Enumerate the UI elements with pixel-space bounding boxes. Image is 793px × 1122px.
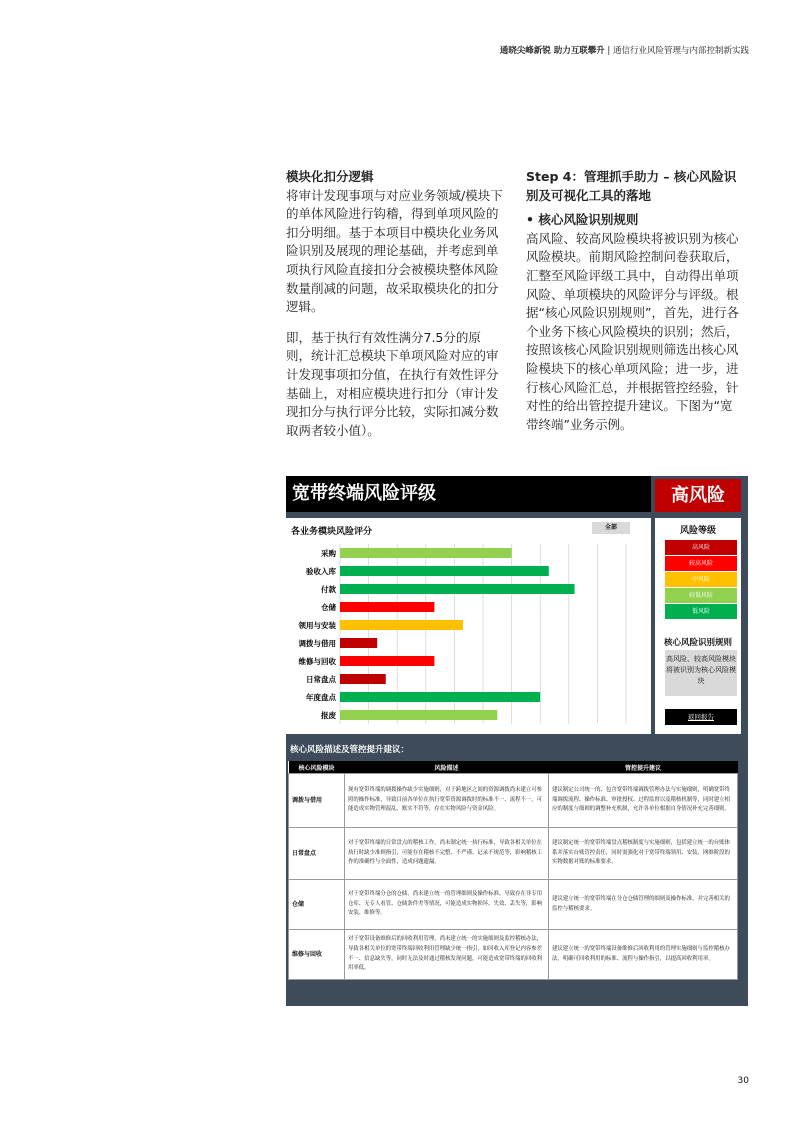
chart-title: 各业务模块风险评分: [291, 527, 373, 537]
bar[interactable]: [340, 674, 386, 684]
rule-title: 核心风险识别规则: [663, 638, 732, 648]
row-desc: 对于宽带设备维修后的回收利用管理，尚未建立统一的实施细则及监控稽核办法，导致各相关单位的宽带终端回收利用管理缺少统一指引，如回收入库登记内容参差不一、信息缺失等，同时无法及时通过稽核发现问题，可能造成宽带终端的回收利用率低。: [345, 930, 549, 980]
bar[interactable]: [340, 602, 434, 612]
page-number: 30: [737, 1076, 749, 1086]
row-module: 维修与回收: [289, 930, 345, 980]
rule-text: 高风险、较高风险模块将被识别为核心风险模块: [665, 650, 737, 696]
right-column: [526, 168, 744, 446]
level-high: 高风险: [665, 540, 737, 555]
category-label: 验收入库: [306, 567, 336, 576]
row-desc: 现有宽带终端的调拨操作缺少实施细则，对于跨地区之间的资源调拨尚未建立可参照的操作标准，导致目前各单位在执行宽带资源调拨时的标准不一、流程不一，可能造成实物管理混乱、账实不符等，存在实物风险与资金风险。: [345, 774, 549, 828]
levels-title: 风险等级: [679, 526, 716, 536]
category-label: 采购: [321, 549, 336, 558]
category-label: 维修与回收: [298, 657, 336, 666]
bar[interactable]: [340, 584, 575, 594]
row-advice: 建议制定统一的宽带终端盘点稽核制度与实施细则，包括建立统一的台账体系并落实台账管控责任，同时需强化对于宽带终端领用、安装、网维阶段的实物数据对账的标准要求。: [549, 828, 738, 880]
category-label: 付款: [321, 585, 336, 594]
header-advice: 管控提升建议: [549, 761, 738, 774]
category-label: 领用与安装: [298, 621, 336, 630]
core-risk-table: [288, 761, 738, 980]
category-label: 仓储: [321, 603, 336, 612]
header-separator: |: [607, 46, 611, 56]
header-module: 核心风险模块: [289, 761, 345, 774]
table-header-row: [289, 761, 738, 774]
table-row: [289, 774, 738, 828]
level-medium-low: 较低风险: [665, 588, 737, 603]
chart-filter-tag[interactable]: 全部: [592, 522, 630, 534]
back-to-report-button[interactable]: 返回报告: [665, 709, 737, 725]
level-medium: 中风险: [665, 572, 737, 587]
header-title-rest: 通信行业风险管理与内部控制新实践: [612, 46, 749, 56]
overall-rating-badge: 高风险: [655, 479, 741, 512]
bar[interactable]: [340, 620, 463, 630]
bar[interactable]: [340, 638, 377, 648]
row-module: 仓储: [289, 880, 345, 930]
category-label: 日常盘点: [306, 675, 336, 684]
table-row: [289, 828, 738, 880]
left-paragraph-2: 即，基于执行有效性满分7.5分的原则，统计汇总模块下单项风险对应的审计发现事项扣分值，在执行有效性评分基础上，对相应模块进行扣分（审计发现扣分与执行评分比较，实际扣减分数取两者较小值）。: [286, 329, 499, 438]
bar-chart-svg: [286, 518, 651, 734]
risk-dashboard: [286, 476, 748, 1006]
running-header: [500, 44, 749, 56]
left-paragraph-1: 将审计发现事项与对应业务领域/模块下的单体风险进行钩稽，得到单项风险的扣分明细。基于本项目中模块化业务风险识别及展现的理论基础，并考虑到单项执行风险直接扣分会被模块整体风险数量削减的问题，故采取模块化的扣分逻辑。: [286, 187, 503, 315]
row-desc: 对于宽带终端分仓的仓储，尚未建立统一的管理细则及操作标准，导致存在非专用仓库、无专人看管、仓储条件差等情况，可能造成实物损坏、失效、丢失等，影响安装、维修等。: [345, 880, 549, 930]
level-low: 低风险: [665, 604, 737, 619]
category-label: 年度盘点: [306, 693, 336, 702]
bar[interactable]: [340, 692, 540, 702]
table-row: [289, 930, 738, 980]
row-advice: 建议建立统一的宽带终端在分仓仓储管理的细则及操作标准，并完善相关的监控与稽核要求。: [549, 880, 738, 930]
module-score-chart: [286, 518, 651, 734]
header-desc: 风险描述: [345, 761, 549, 774]
row-desc: 对于宽带终端的日常盘点的稽核工作，尚未制定统一执行标准，导致各相关单位在执行时缺少准则指引，可能存在稽核不完整、不严谨、记录不规范等，影响稽核工作的准确性与全面性，造成问题遗漏。: [345, 828, 549, 880]
bar[interactable]: [340, 566, 549, 576]
dashboard-title: 宽带终端风险评级: [286, 476, 651, 512]
row-module: 日常盘点: [289, 828, 345, 880]
category-label: 报废: [321, 711, 336, 720]
bar[interactable]: [340, 548, 512, 558]
category-label: 调拨与借用: [298, 639, 336, 648]
risk-legend-panel: [655, 518, 741, 734]
right-paragraph: 高风险、较高风险模块将被识别为核心风险模块。前期风险控制问卷获取后，汇整至风险评级工具中，自动得出单项风险、单项模块的风险评分与评级。根据“核心风险识别规则”，首先，进行各个业务下核心风险模块的识别；然后，按照该核心风险识别规则筛选出核心风险模块下的核心单项风险；进一步，进行核心风险汇总，并根据管控经验，针对性的给出管控提升建议。下图为“宽带终端”业务示例。: [526, 230, 739, 432]
row-module: 调拨与借用: [289, 774, 345, 828]
level-medium-high: 较高风险: [665, 556, 737, 571]
right-bullet: • 核心风险识别规则: [526, 212, 639, 228]
bar[interactable]: [340, 710, 497, 720]
right-heading: Step 4：管理抓手助力 – 核心风险识别及可视化工具的落地: [526, 169, 737, 203]
bar[interactable]: [340, 656, 434, 666]
left-heading: 模块化扣分逻辑: [286, 169, 374, 184]
row-advice: 建议制定公司统一的、包含宽带终端调拨管理办法与实施细则，明确宽带终端调拨流程、操作标准、审批授权、过程监督以及稽核机制等，同时建立相应的制度与细则的调整补充机制，允许各单位根据自身情况补充完善细则。: [549, 774, 738, 828]
section-title: 核心风险描述及管控提升建议：: [290, 745, 410, 755]
table-row: [289, 880, 738, 930]
row-advice: 建议建立统一的宽带终端设备维修后回收利用的管理实施细则与监控稽核办法，明确可回收利用的标准、流程与操作指引，以提高回收利用率。: [549, 930, 738, 980]
left-column: [286, 168, 504, 452]
header-title-bold: 通晓尖峰新锐 助力互联攀升: [499, 46, 605, 56]
